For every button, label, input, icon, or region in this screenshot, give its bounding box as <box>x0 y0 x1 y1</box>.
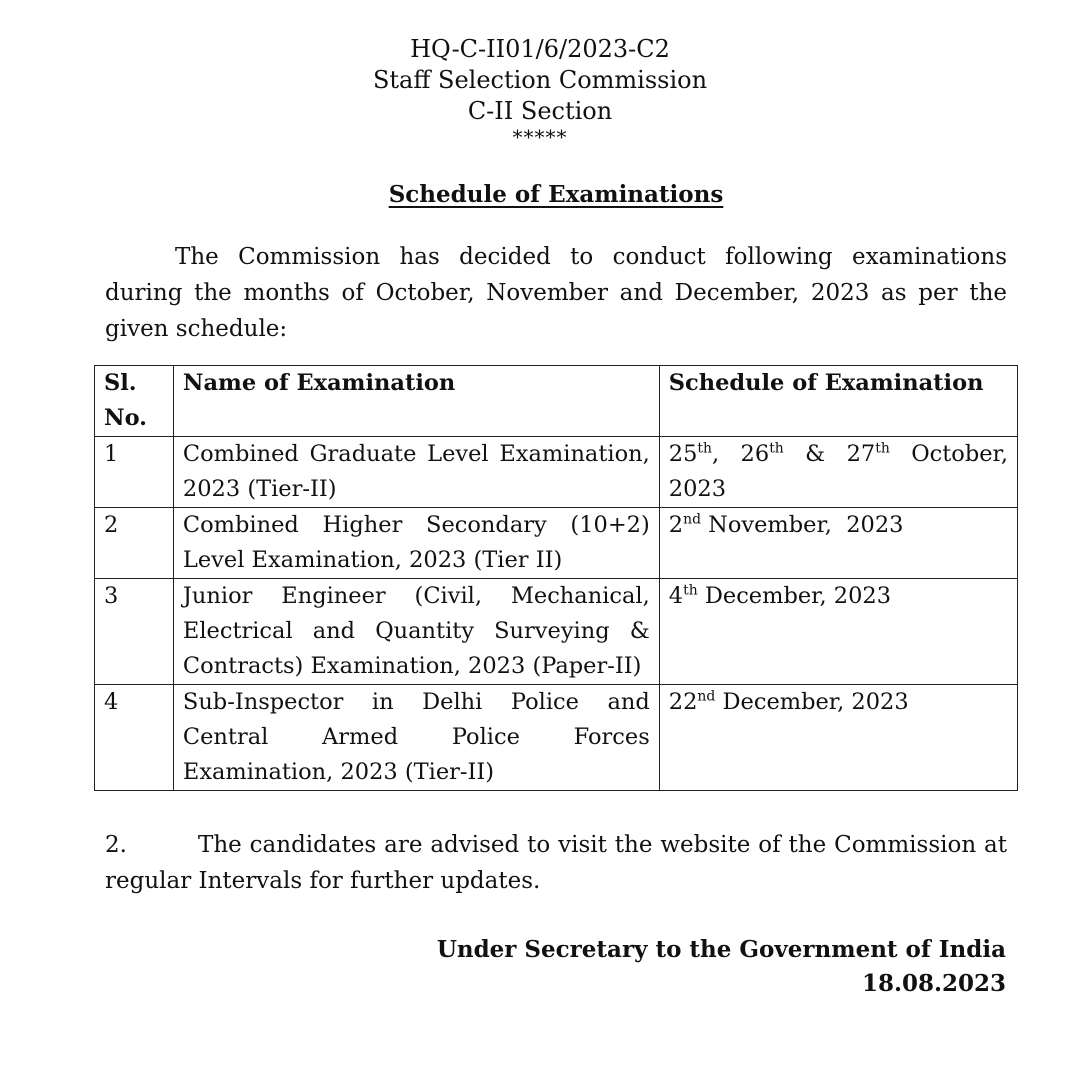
signatory-designation: Under Secretary to the Government of India <box>436 936 1006 963</box>
date-suffix: nd <box>683 511 702 528</box>
date-suffix: th <box>875 440 890 457</box>
date-suffix: th <box>769 440 784 457</box>
signature-date: 18.08.2023 <box>861 970 1006 997</box>
row-schedule: 25th, 26th & 27th October, 2023 <box>659 437 1017 508</box>
date-day: 27 <box>846 441 876 467</box>
table-row <box>95 685 1018 791</box>
document-title: Schedule of Examinations <box>388 181 724 208</box>
paragraph-text: The candidates are advised to visit the website of the Commission at regular Intervals for further updates. <box>105 832 1007 894</box>
table-row <box>95 508 1018 579</box>
row-schedule <box>659 685 1017 791</box>
row-sl: 4 <box>95 685 174 791</box>
paragraph-number: 2. <box>105 832 127 858</box>
date-day: 2 <box>668 512 684 538</box>
row-sl: 3 <box>95 579 174 685</box>
date-day: 26 <box>740 441 770 467</box>
date-suffix: th <box>697 440 712 457</box>
document-header <box>0 34 1080 147</box>
date-day: 25 <box>668 441 698 467</box>
intro-paragraph: The Commission has decided to conduct following examinations during the months of October, November and December, 2023 as per the given schedule: <box>105 244 1007 342</box>
row-exam-name: Combined Higher Secondary (10+2) Level Examination, 2023 (Tier II) <box>173 508 659 579</box>
header-exam-name: Name of Examination <box>173 366 659 437</box>
header-sl-no: Sl. No. <box>95 366 174 437</box>
row-exam-name: Combined Graduate Level Examination, 2023 (Tier-II) <box>173 437 659 508</box>
date-rest: December, 2023 <box>704 583 892 609</box>
date-year: 2023 <box>668 476 727 502</box>
date-suffix: th <box>683 582 698 599</box>
date-rest: November, 2023 <box>708 512 904 538</box>
header-schedule: Schedule of Examination <box>659 366 1017 437</box>
date-day: 22 <box>668 689 698 715</box>
exam-schedule-table <box>94 365 1018 791</box>
date-month: October, <box>911 441 1008 467</box>
date-suffix: nd <box>697 688 716 705</box>
row-sl: 2 <box>95 508 174 579</box>
row-exam-name: Junior Engineer (Civil, Mechanical, Electrical and Quantity Surveying & Contracts) Examination, 2023 (Paper-II) <box>173 579 659 685</box>
row-sl: 1 <box>95 437 174 508</box>
row-schedule <box>659 579 1017 685</box>
table-row <box>95 437 1018 508</box>
reference-number: HQ-C-II01/6/2023-C2 <box>410 35 670 63</box>
row-exam-name: Sub-Inspector in Delhi Police and Central Armed Police Forces Examination, 2023 (Tier-II) <box>173 685 659 791</box>
organisation-name: Staff Selection Commission <box>372 66 708 94</box>
section-name: C-II Section <box>467 97 613 125</box>
separator-stars: ***** <box>512 125 568 149</box>
date-amp: & <box>805 441 826 467</box>
date-rest: December, 2023 <box>722 689 909 715</box>
date-day: 4 <box>668 583 684 609</box>
table-row <box>95 579 1018 685</box>
table-header-row <box>95 366 1018 437</box>
advisory-paragraph <box>105 827 1007 899</box>
signature-block <box>437 933 1006 1001</box>
row-schedule <box>659 508 1017 579</box>
